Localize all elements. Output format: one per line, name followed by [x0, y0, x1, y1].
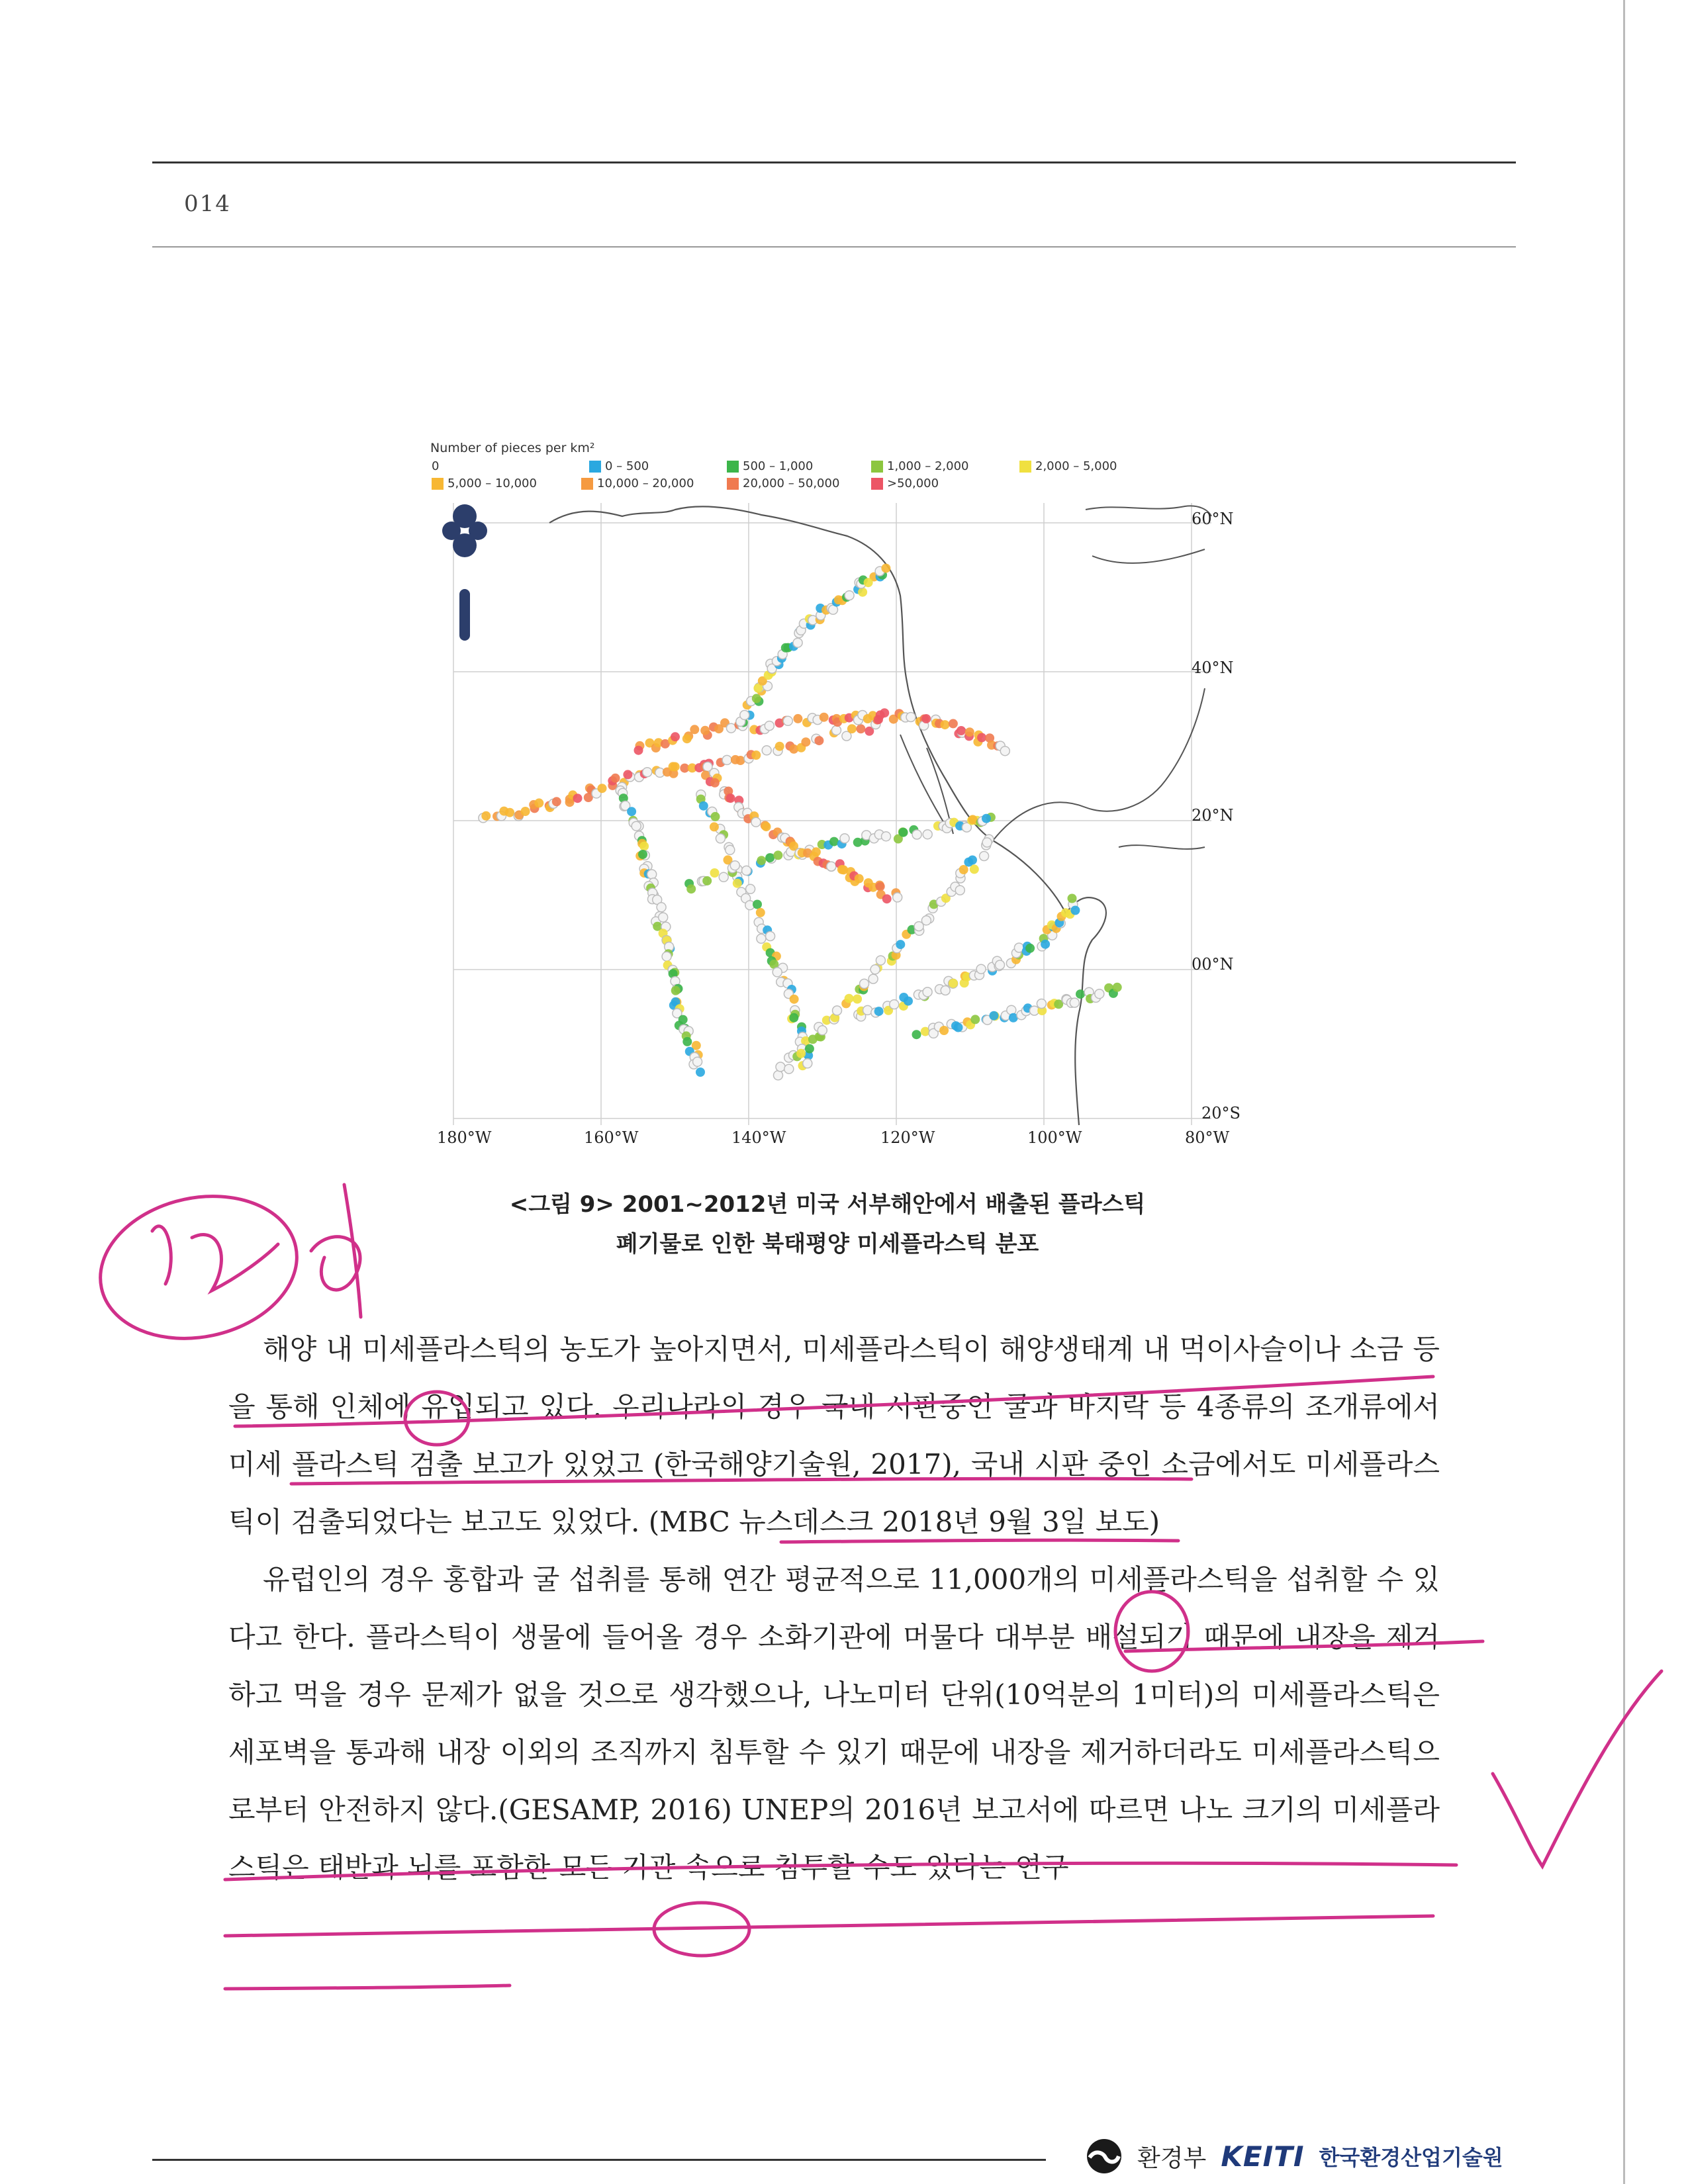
- sample-point: [853, 995, 862, 1004]
- page-number: 014: [184, 191, 231, 217]
- sample-point: [783, 716, 792, 725]
- sample-point: [793, 638, 802, 647]
- sample-point: [818, 1026, 827, 1035]
- sample-point: [801, 737, 810, 747]
- sample-point: [845, 994, 854, 1003]
- coastline-gulf: [993, 688, 1205, 849]
- sample-point: [757, 856, 766, 865]
- sample-point: [874, 1007, 884, 1016]
- sample-point: [686, 884, 696, 893]
- sample-point: [833, 1006, 842, 1015]
- sample-point: [864, 578, 873, 587]
- sample-point: [690, 725, 699, 734]
- sample-point: [643, 768, 652, 777]
- sample-point: [740, 710, 749, 719]
- sample-point: [710, 822, 719, 831]
- sample-point: [727, 723, 736, 733]
- caption-line-2: 폐기물로 인한 북태평양 미세플라스틱 분포: [616, 1231, 1039, 1257]
- sample-point: [855, 874, 864, 884]
- sample-point: [832, 725, 841, 735]
- sample-point: [696, 1068, 705, 1077]
- sample-point: [773, 850, 782, 860]
- legend-title: Number of pieces per km²: [430, 441, 595, 455]
- sample-point: [982, 814, 991, 823]
- map-navigation-control[interactable]: [442, 504, 487, 641]
- sample-point: [876, 956, 885, 965]
- sample-point: [803, 1059, 812, 1068]
- sample-point: [481, 811, 491, 821]
- sample-point: [906, 713, 915, 722]
- sample-point: [899, 828, 908, 837]
- sample-point: [814, 736, 823, 745]
- sample-point: [1113, 983, 1122, 992]
- lon-label: 120°W: [880, 1128, 935, 1147]
- legend-item: 0 – 500: [589, 459, 649, 473]
- sample-point: [870, 965, 880, 974]
- footer-rule: [152, 2159, 1046, 2161]
- footer-logos: [1086, 2136, 1503, 2176]
- legend-item: 0: [432, 459, 440, 473]
- sample-point: [976, 964, 986, 974]
- sample-point: [659, 913, 668, 922]
- keiti-logo: KEITI: [1221, 2140, 1305, 2173]
- sample-point: [968, 856, 977, 865]
- sample-point: [847, 724, 857, 733]
- sample-point: [796, 1049, 806, 1058]
- sample-point: [647, 870, 657, 879]
- sample-point: [860, 979, 869, 988]
- sample-point: [793, 714, 802, 723]
- sample-point: [552, 797, 561, 806]
- sample-point: [1070, 998, 1079, 1007]
- sample-point: [921, 916, 931, 925]
- sample-point: [881, 564, 890, 573]
- sample-point: [893, 893, 902, 902]
- sample-point: [726, 794, 735, 803]
- sample-point: [657, 903, 666, 912]
- lat-label: 40°N: [1192, 659, 1234, 677]
- sample-point: [882, 894, 892, 903]
- sample-point: [573, 794, 583, 803]
- sample-point: [896, 940, 905, 949]
- lon-label: 160°W: [584, 1128, 639, 1147]
- legend-item: 500 – 1,000: [727, 459, 813, 473]
- sample-point: [671, 986, 680, 995]
- sample-point: [805, 1044, 814, 1054]
- sample-point: [1000, 747, 1009, 756]
- sample-point: [765, 721, 774, 731]
- sample-point: [711, 812, 720, 821]
- map-gridlines: [453, 503, 1211, 1125]
- sample-point: [939, 1026, 949, 1035]
- sample-point: [774, 1071, 783, 1080]
- sample-point: [868, 974, 878, 983]
- sample-point: [736, 756, 745, 765]
- legend-item: >50,000: [871, 477, 939, 490]
- sample-point: [534, 798, 543, 807]
- sample-point: [710, 868, 720, 878]
- sample-point: [1076, 989, 1085, 999]
- sample-point: [959, 865, 968, 874]
- sample-point: [746, 884, 755, 893]
- sample-point: [965, 727, 974, 737]
- sample-point: [941, 720, 950, 729]
- sample-point: [912, 1030, 921, 1039]
- sample-point: [700, 726, 710, 735]
- sample-point: [784, 1064, 794, 1073]
- lon-label: 140°W: [731, 1128, 786, 1147]
- sample-point: [751, 751, 761, 760]
- sample-point: [949, 719, 958, 728]
- header-bottom-rule: [152, 246, 1516, 248]
- sample-point: [662, 952, 671, 961]
- ministry-name: 환경부: [1137, 2144, 1207, 2172]
- sample-point: [980, 852, 989, 861]
- sample-point: [982, 838, 992, 847]
- sample-point: [710, 778, 720, 788]
- sample-point: [781, 643, 790, 653]
- sample-point: [702, 876, 712, 886]
- lat-label: 60°N: [1192, 510, 1234, 528]
- handwritten-checkmark: [1493, 1671, 1662, 1866]
- sample-point: [756, 908, 765, 917]
- sample-point: [766, 932, 775, 941]
- sample-point: [876, 882, 885, 891]
- ministry-emblem-icon: [1086, 2138, 1123, 2175]
- sample-point: [921, 714, 931, 723]
- sample-point: [957, 726, 966, 735]
- sample-point: [1068, 894, 1077, 903]
- sample-point: [776, 1062, 785, 1071]
- figure-caption: [364, 1185, 1291, 1264]
- sample-point: [611, 774, 620, 783]
- sample-point: [638, 850, 647, 859]
- sample-point: [820, 713, 829, 722]
- caption-line-1: <그림 9> 2001~2012년 미국 서부해안에서 배출된 플라스틱: [509, 1191, 1146, 1218]
- sample-point: [941, 986, 950, 995]
- sample-point: [904, 997, 913, 1006]
- lat-label: 00°N: [1192, 955, 1234, 974]
- handwritten-circle: [654, 1903, 749, 1956]
- sample-point: [505, 808, 514, 817]
- sample-point: [912, 830, 921, 839]
- sample-point: [977, 733, 986, 743]
- sample-point: [627, 807, 636, 816]
- sample-point: [1041, 940, 1050, 949]
- sample-point: [682, 734, 692, 743]
- legend-item: 20,000 – 50,000: [727, 477, 839, 490]
- legend-item: 1,000 – 2,000: [871, 459, 969, 473]
- underline: [225, 1916, 1433, 1936]
- lon-label: 100°W: [1027, 1128, 1082, 1147]
- sample-point: [693, 1057, 702, 1066]
- map-plot: [424, 437, 1251, 1158]
- lon-label: 180°W: [437, 1128, 492, 1147]
- sample-point: [970, 1015, 980, 1024]
- coastline-baja: [900, 735, 953, 834]
- sample-point: [790, 995, 799, 1004]
- sample-point: [954, 1023, 963, 1032]
- sample-point: [882, 832, 891, 841]
- body-text: [228, 1320, 1440, 1896]
- sample-point: [623, 770, 632, 779]
- sample-point: [840, 834, 849, 843]
- underline: [225, 1985, 510, 1989]
- sample-point: [890, 1000, 899, 1009]
- sample-point: [996, 960, 1005, 970]
- lat-label: 20°N: [1192, 806, 1234, 825]
- header-top-rule: [152, 161, 1516, 163]
- sample-point: [598, 784, 607, 793]
- paragraph: 해양 내 미세플라스틱의 농도가 높아지면서, 미세플라스틱이 해양생태계 내 먹이사슬이나 소금 등을 통해 인체에 유입되고 있다. 우리나라의 경우 국내 시판중인 굴과 바지락 등 4종류의 조개류에서 미세 플라스틱 검출 보고가 있었고 (한국해양기술원, 2017), 국내 시판 중인 소금에서도 미세플라스틱이 검출되었다는 보고도 있었다. (MBC 뉴스데스크 2018년 9월 3일 보도): [228, 1333, 1440, 1538]
- lat-label: 20°S: [1201, 1104, 1241, 1122]
- page-edge: [1623, 0, 1625, 2184]
- sample-point: [949, 979, 958, 988]
- sample-point: [716, 834, 725, 843]
- sample-point: [765, 853, 774, 862]
- sample-point: [521, 807, 530, 816]
- sample-points: [479, 564, 1122, 1080]
- sample-point: [1037, 999, 1046, 1009]
- sample-point: [856, 724, 865, 733]
- sample-point: [827, 862, 836, 871]
- sample-point: [775, 742, 784, 751]
- sample-point: [858, 588, 867, 597]
- legend-item: 10,000 – 20,000: [581, 477, 694, 490]
- sample-point: [639, 842, 649, 851]
- sample-point: [989, 1011, 998, 1021]
- sample-point: [730, 861, 739, 870]
- sample-point: [880, 708, 889, 717]
- sample-point: [682, 1037, 692, 1046]
- sample-point: [733, 879, 742, 888]
- sample-point: [719, 872, 728, 882]
- sample-point: [632, 821, 641, 831]
- legend-item: 2,000 – 5,000: [1019, 459, 1117, 473]
- sample-point: [751, 817, 761, 827]
- sample-point: [752, 694, 761, 703]
- sample-point: [634, 746, 643, 755]
- sample-point: [671, 762, 680, 772]
- sample-point: [773, 968, 782, 977]
- sample-point: [955, 886, 964, 895]
- sample-point: [722, 755, 731, 764]
- sample-point: [726, 845, 735, 854]
- sample-point: [762, 822, 771, 831]
- sample-point: [762, 746, 771, 755]
- sample-point: [757, 934, 766, 943]
- sample-point: [1025, 944, 1035, 953]
- sample-point: [753, 900, 762, 909]
- sample-point: [671, 732, 680, 741]
- microplastic-distribution-map: [424, 437, 1251, 1158]
- sample-point: [1095, 989, 1104, 999]
- sample-point: [742, 866, 751, 875]
- handwritten-scribble: [152, 1185, 361, 1317]
- sample-point: [923, 987, 932, 997]
- keiti-name: 한국환경산업기술원: [1319, 2145, 1503, 2170]
- sample-point: [845, 591, 854, 600]
- sample-point: [1070, 906, 1080, 915]
- legend-item: 5,000 – 10,000: [432, 477, 537, 490]
- sample-point: [699, 801, 708, 811]
- lon-label: 80°W: [1185, 1128, 1230, 1147]
- sample-point: [923, 830, 932, 839]
- sample-point: [789, 1013, 798, 1023]
- paragraph: 유럽인의 경우 홍합과 굴 섭취를 통해 연간 평균적으로 11,000개의 미세플라스틱을 섭취할 수 있다고 한다. 플라스틱이 생물에 들어올 경우 소화기관에 머물다 대부분 배설되기 때문에 내장을 제거하고 먹을 경우 문제가 없을 것으로 생각했으나, 나노미터 단위(10억분의 1미터)의 미세플라스틱은 세포벽을 통과해 내장 이외의 조직까지 침투할 수 있기 때문에 내장을 제거하더라도 미세플라스틱으로부터 안전하지 않다.(GESAMP, 2016) UNEP의 2016년 보고서에 따르면 나노 크기의 미세플라스틱은 태반과 뇌를 포함한 모든 기관 속으로 침투할 수도 있다는 연구: [228, 1563, 1440, 1884]
